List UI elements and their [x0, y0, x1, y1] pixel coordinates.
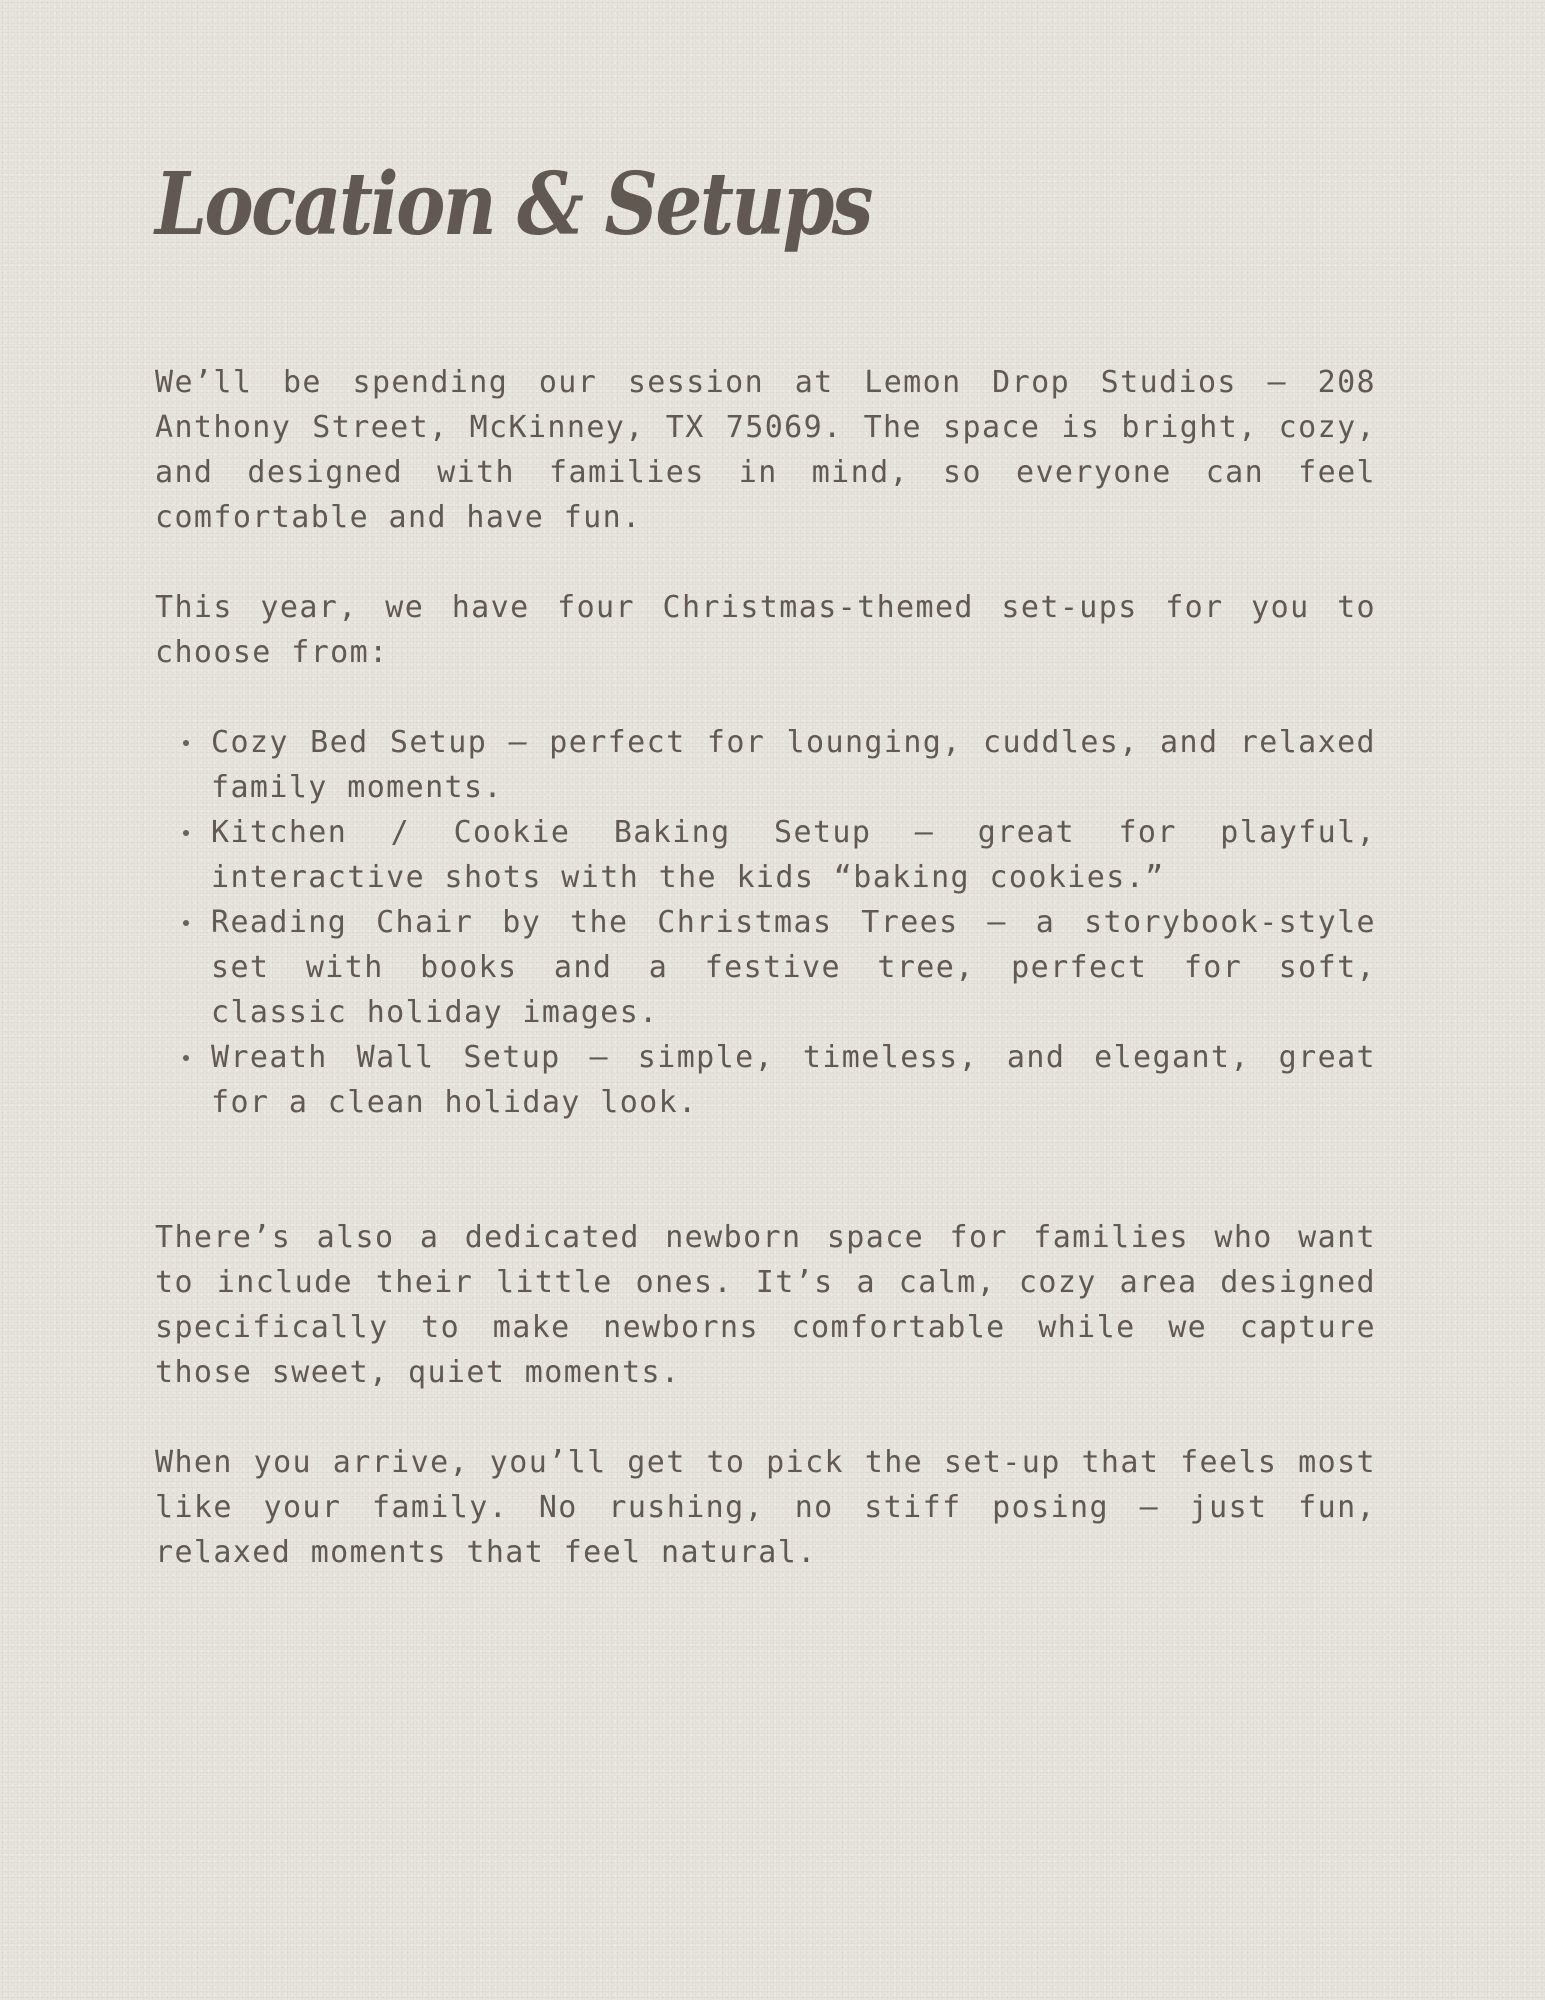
newborn-paragraph: There’s also a dedicated newborn space for families who want to include their little ones. It’s a calm, cozy area designed specifically to make newborns comfortable while we capture those sweet, quiet moments. — [155, 1220, 1376, 1390]
setup-item-cozy-bed — [211, 720, 1376, 810]
setup-item-kitchen-cookie-baking — [211, 810, 1376, 900]
setup-item-text: Reading Chair by the Christmas Trees — a storybook-style set with books and a festive tree, perfect for soft, classic holiday images. — [211, 905, 1376, 1030]
setup-item-text: Wreath Wall Setup — simple, timeless, and elegant, great for a clean holiday look. — [211, 1040, 1376, 1120]
setup-item-text: Cozy Bed Setup — perfect for lounging, cuddles, and relaxed family moments. — [211, 725, 1376, 805]
document-body — [155, 360, 1376, 1575]
bullet-icon — [183, 1055, 189, 1061]
arrival-paragraph: When you arrive, you’ll get to pick the set-up that feels most like your family. No rushing, no stiff posing — just fun, relaxed moments that feel natural. — [155, 1445, 1376, 1570]
setup-item-reading-chair — [211, 900, 1376, 1035]
setup-item-text: Kitchen / Cookie Baking Setup — great for playful, interactive shots with the kids “baking cookies.” — [211, 815, 1376, 895]
intro-paragraph: We’ll be spending our session at Lemon Drop Studios — 208 Anthony Street, McKinney, TX 75069. The space is bright, cozy, and designed with families in mind, so everyone can feel comfortable and have fun. — [155, 365, 1376, 535]
bullet-icon — [183, 830, 189, 836]
setups-list — [155, 720, 1376, 1125]
document-page — [155, 150, 1376, 1575]
setup-item-wreath-wall — [211, 1035, 1376, 1125]
bullet-icon — [183, 740, 189, 746]
setups-intro-paragraph: This year, we have four Christmas-themed set-ups for you to choose from: — [155, 590, 1376, 670]
bullet-icon — [183, 920, 189, 926]
page-title: Location & Setups — [155, 154, 871, 255]
